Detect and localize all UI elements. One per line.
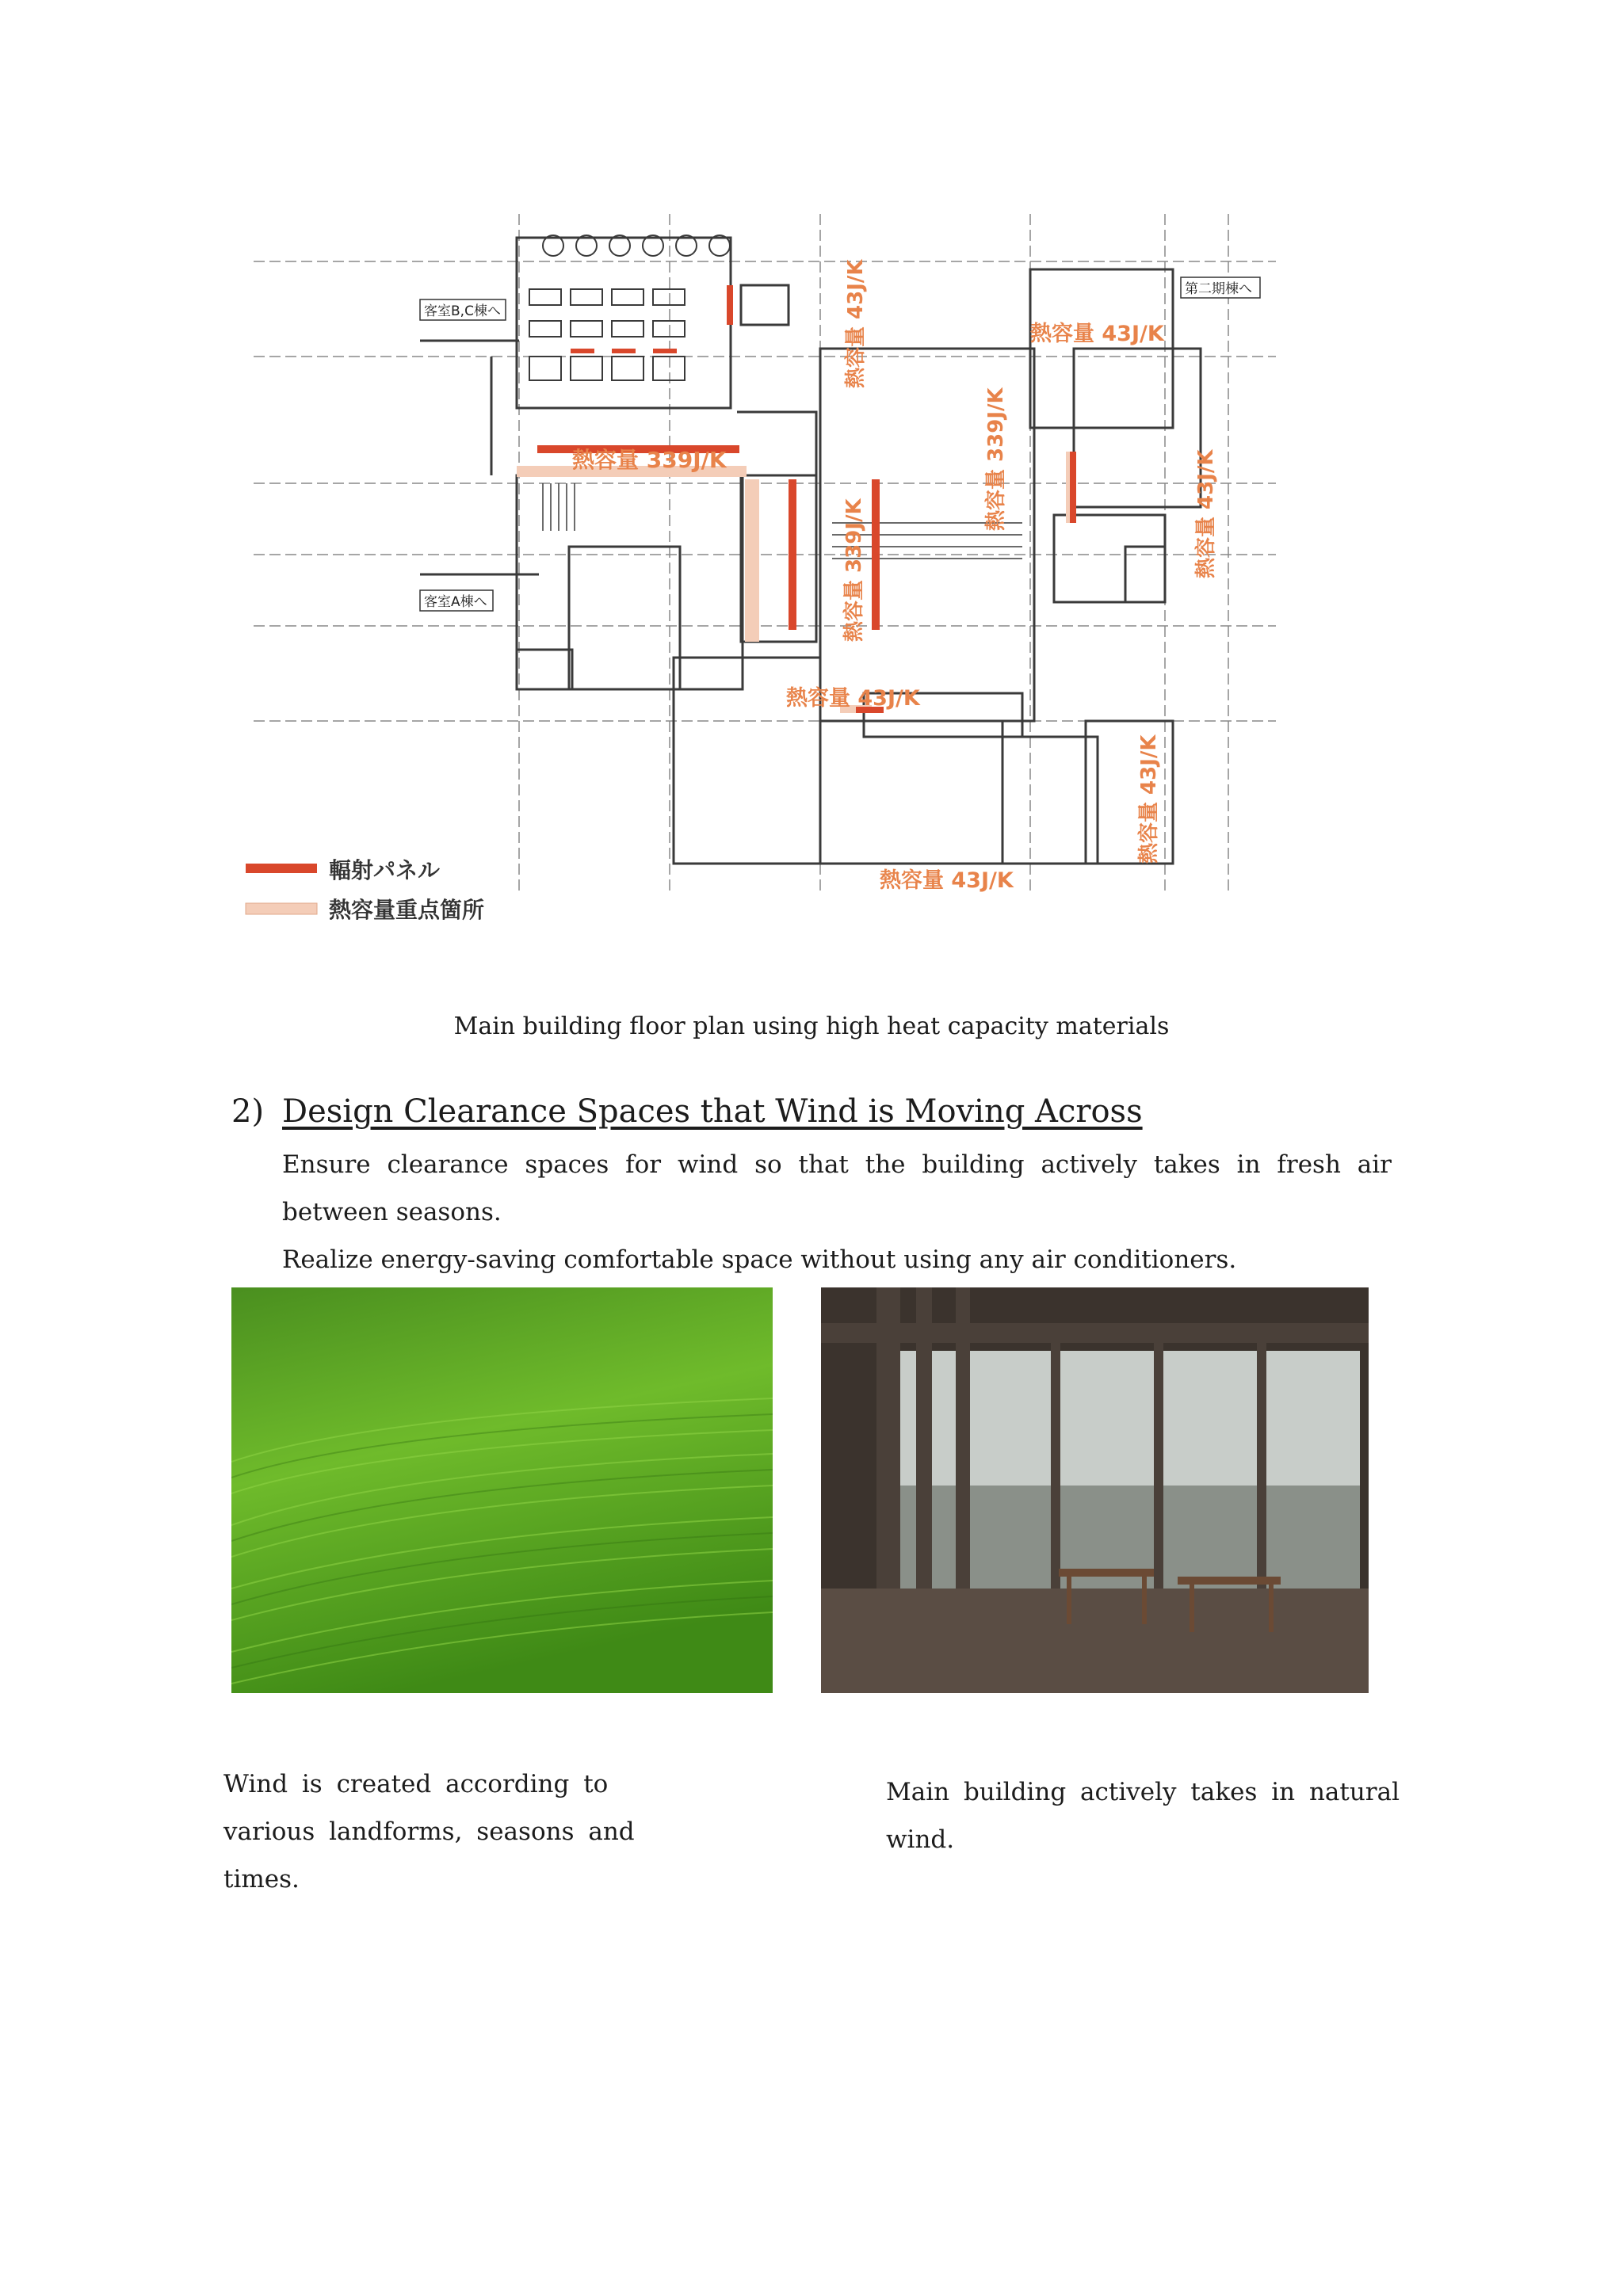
heat-capacity-label: 熱容量 339J/K (984, 387, 1008, 531)
lounge-photo (821, 1287, 1369, 1693)
heat-capacity-label: 熱容量 43J/K (1137, 734, 1161, 864)
figure-caption: Main building floor plan using high heat capacity materials (453, 1013, 1170, 1040)
direction-label: 客室B,C棟へ (424, 303, 501, 319)
heat-capacity-label: 熱容量 43J/K (880, 868, 1014, 893)
legend-swatch-heat-capacity (246, 903, 317, 914)
photo-caption-right: Main building actively takes in natural wind. (886, 1778, 1400, 1854)
body-paragraph: Ensure clearance spaces for wind so that the building actively takes in fresh air between seasons. (282, 1150, 1392, 1226)
body-paragraph: Realize energy-saving comfortable space without using any air conditioners. (282, 1245, 1237, 1274)
heat-capacity-label: 熱容量 43J/K (786, 686, 920, 711)
section-heading: Design Clearance Spaces that Wind is Moving Across (282, 1093, 1143, 1130)
direction-label: 第二期棟へ (1185, 281, 1252, 297)
floor-plan-figure (230, 214, 1292, 927)
legend-radiant-panel: 輻射パネル (329, 857, 441, 883)
legend-heat-capacity: 熱容量重点箇所 (329, 897, 485, 923)
heat-capacity-label: 熱容量 339J/K (842, 498, 866, 642)
direction-label: 客室A棟へ (424, 594, 487, 610)
legend-swatch-radiant (246, 864, 317, 873)
heat-capacity-label: 熱容量 43J/K (1030, 322, 1164, 346)
heat-capacity-label: 熱容量 339J/K (572, 447, 727, 473)
heat-capacity-label: 熱容量 43J/K (844, 259, 868, 388)
heat-capacity-label: 熱容量 43J/K (1194, 449, 1218, 578)
grass-photo (231, 1287, 773, 1693)
section-number: 2) (231, 1093, 265, 1130)
photo-caption-left: Wind is created according to various landforms, seasons and times. (223, 1770, 635, 1894)
